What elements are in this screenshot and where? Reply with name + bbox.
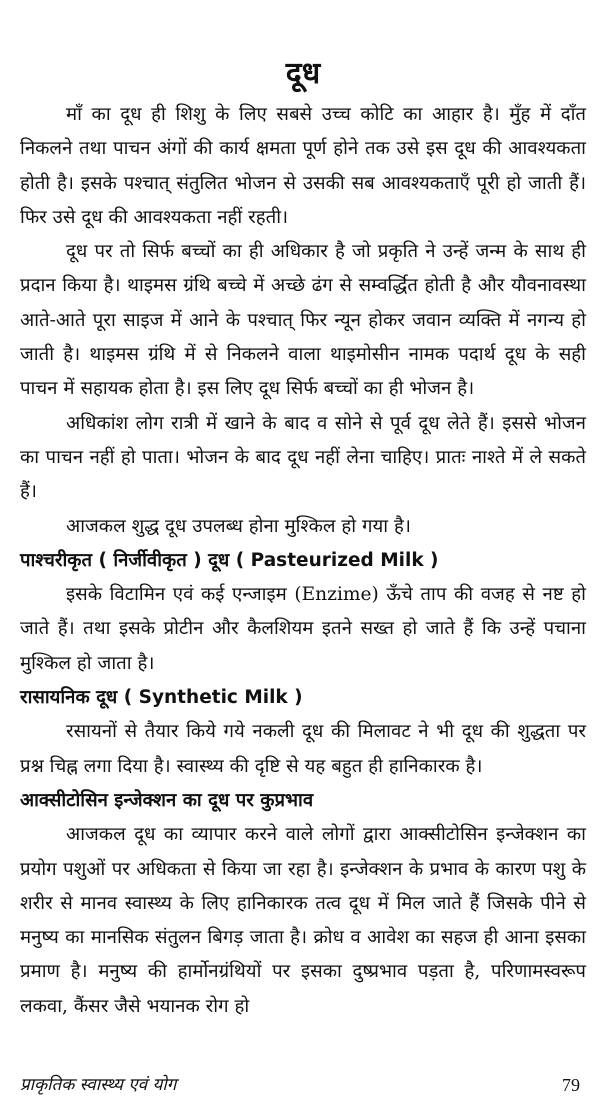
heading-oxytocin: आक्सीटोसिन इन्जेक्शन का दूध पर कुप्रभाव	[20, 789, 314, 811]
page-number: 79	[562, 1075, 580, 1095]
paragraph-pure-milk: आजकल शुद्ध दूध उपलब्ध होना मुश्किल हो गया है।	[66, 515, 411, 537]
paragraph-night-milk: अधिकांश लोग रात्री में खाने के बाद व सोने से पूर्व दूध लेते हैं। इससे भोजन का पाचन नहीं हो पाता। भोजन के बाद दूध नहीं लेना चाहिए। प्रातः नाश्ते में ले सकते हैं।	[20, 412, 586, 503]
heading-pasteurized-milk: पाश्चरीकृत ( निर्जीवीकृत ) दूध ( Pasteurized Milk )	[20, 549, 439, 571]
paragraph-mothers-milk: माँ का दूध ही शिशु के लिए सबसे उच्च कोटि का आहार है। मुँह में दाँत निकलने तथा पाचन अंगों की कार्य क्षमता पूर्ण होने तक उसे इस दूध की आवश्यकता होती है। इसके पश्चात् संतुलित भोजन से उसकी सब आवश्यकताएँ पूरी हो जाती हैं। फिर उसे दूध की आवश्यकता नहीं रहती।	[20, 104, 586, 228]
paragraph-thymus: दूध पर तो सिर्फ बच्चों का ही अधिकार है जो प्रकृति ने उन्हें जन्म के साथ ही प्रदान किया है। थाइमस ग्रंथि बच्चे में अच्छे ढंग से सम्वर्द्धित होती है और यौवनावस्था आते-आते पूरा साइज में आने के पश्चात् फिर न्यून होकर जवान व्यक्ति में नगन्य हो जाती है। थाइमस ग्रंथि में से निकलने वाला थाइमोसीन नामक पदार्थ दूध के सही पाचन में सहायक होता है। इस लिए दूध सिर्फ बच्चों का ही भोजन है।	[20, 241, 586, 400]
page-title: दूध	[285, 56, 321, 91]
footer-book-title: प्राकृतिक स्वास्थ्य एवं योग	[20, 1075, 177, 1095]
page-body	[20, 52, 586, 1024]
paragraph-pasteurized: इसके विटामिन एवं कई एन्जाइम (Enzime) ऊँचे ताप की वजह से नष्ट हो जाते हैं। तथा इसके प्रोटीन और कैलशियम इतने सख्त हो जाते हैं कि उन्हें पचाना मुश्किल हो जाता है।	[20, 584, 586, 674]
heading-synthetic-milk: रासायनिक दूध ( Synthetic Milk )	[20, 687, 303, 709]
paragraph-oxytocin: आजकल दूध का व्यापार करने वाले लोगों द्वारा आक्सीटोसिन इन्जेक्शन का प्रयोग पशुओं पर अधिकता से किया जा रहा है। इन्जेक्शन के प्रभाव के कारण पशु के शरीर से मानव स्वास्थ्य के लिए हानिकारक तत्व दूध में मिल जाते हैं जिसके पीने से मनुष्य का मानसिक संतुलन बिगड़ जाता है। क्रोध व आवेश का सहज ही आना इसका प्रमाण है। मनुष्य की हार्मोनग्रंथियों पर इसका दुष्प्रभाव पड़ता है, परिणामस्वरूप लकवा, कैंसर जैसे भयानक रोग हो	[20, 824, 586, 1017]
page-footer	[20, 1072, 580, 1098]
paragraph-synthetic: रसायनों से तैयार किये गये नकली दूध की मिलावट ने भी दूध की शुद्धता पर प्रश्न चिह्न लगा दिया है। स्वास्थ्य की दृष्टि से यह बहुत ही हानिकारक है।	[20, 721, 586, 777]
